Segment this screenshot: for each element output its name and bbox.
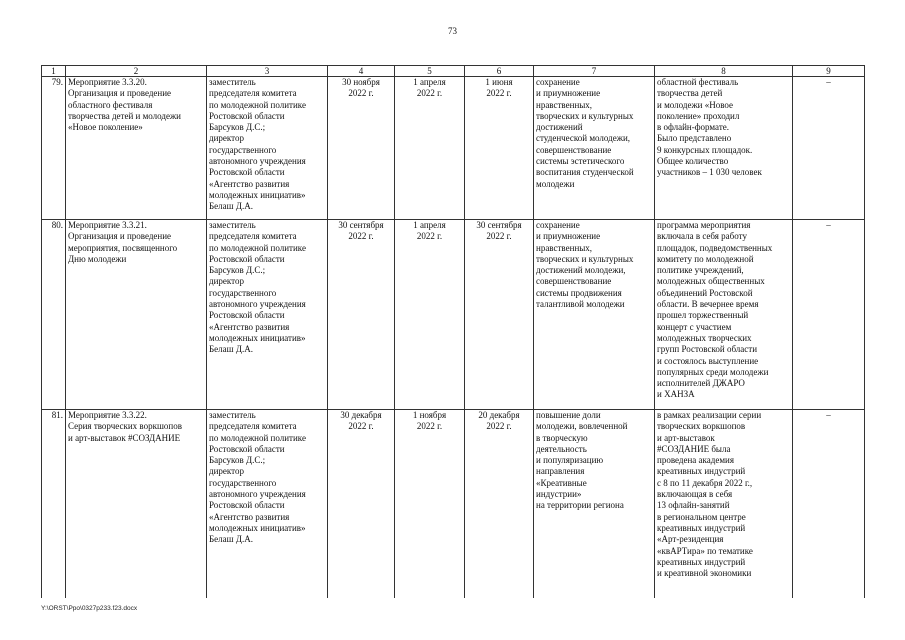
cell-line: автономного учреждения [209, 489, 306, 500]
expected-result-cell [534, 77, 655, 220]
cell-line: программа мероприятия [657, 220, 751, 230]
page-number: 73 [448, 26, 457, 36]
cell-line: креативных индустрий [657, 556, 746, 567]
cell-line: проведена академия [657, 455, 734, 466]
table-header-row [42, 66, 865, 77]
cell-line: «Новое поколение» [68, 122, 143, 133]
cell-line: Организация и проведение [68, 231, 172, 242]
cell-line: по молодежной политике [209, 242, 306, 253]
cell-line: Мероприятие 3.3.20. [68, 77, 147, 87]
cell-line: нравственных, [536, 242, 593, 253]
cell-line: Ростовской области [209, 253, 285, 264]
cell-line: и приумножение [536, 231, 601, 242]
cell-line: 2022 г. [416, 88, 443, 99]
header-cell-7: 7 [534, 66, 655, 77]
cell-line: 30 сентября [476, 220, 522, 230]
table-row [42, 410, 865, 599]
cell-line: творческих воркшопов [657, 421, 746, 432]
cell-line: молодежных творческих [657, 332, 752, 343]
cell-line: «Агентство развития [209, 178, 290, 189]
report-table [41, 65, 865, 598]
cell-line: Ростовской области [209, 110, 285, 121]
cell-line: Ростовской области [209, 500, 285, 511]
cell-line: «Агентство развития [209, 511, 290, 522]
cell-line: 1 апреля [413, 77, 446, 87]
cell-line: Белаш Д.А. [209, 534, 253, 545]
cell-line: директор [209, 466, 244, 477]
cell-line: Дню молодежи [68, 253, 127, 264]
responsible-cell [207, 220, 328, 410]
actual-result-cell [655, 77, 793, 220]
cell-line: 2022 г. [416, 421, 443, 432]
event-cell [66, 77, 207, 220]
cell-line: молодежных инициатив» [209, 522, 306, 533]
cell-line: областной фестиваль [657, 77, 739, 87]
cell-line: мероприятия, посвященного [68, 242, 178, 253]
cell-line: поколение» проходил [657, 110, 740, 121]
cell-line: сохранение [536, 77, 580, 87]
cell-line: талантливой молодежи [536, 299, 625, 310]
cell-line: комитету по молодежной [657, 253, 754, 264]
cell-line: автономного учреждения [209, 299, 306, 310]
cell-line: включала в себя работу [657, 231, 747, 242]
cell-line: Серия творческих воркшопов [68, 421, 182, 432]
cell-line: 2022 г. [486, 88, 512, 99]
planned-date-cell [328, 77, 395, 220]
cell-line: в творческую [536, 432, 588, 443]
header-cell-3: 3 [207, 66, 328, 77]
cell-line: государственного [209, 287, 277, 298]
cell-line: 13 офлайн-занятий [657, 500, 730, 511]
cell-line: с 8 по 11 декабря 2022 г., [657, 477, 753, 488]
cell-line: Организация и проведение [68, 88, 172, 99]
planned-date-cell [328, 220, 395, 410]
cell-line: творчества детей и молодежи [68, 110, 181, 121]
expected-result-cell [534, 410, 655, 599]
cell-line: государственного [209, 477, 277, 488]
report-table-body [42, 66, 865, 599]
cell-line: сохранение [536, 220, 580, 230]
end-date-cell [465, 410, 534, 599]
cell-line: 1 июня [485, 77, 513, 87]
cell-line: заместитель [209, 410, 256, 420]
cell-line: популярных среди молодежи [657, 366, 769, 377]
header-cell-9: 9 [793, 66, 865, 77]
cell-line: Белаш Д.А. [209, 201, 253, 212]
cell-line: Общее количество [657, 156, 729, 167]
cell-line: Ростовской области [209, 310, 285, 321]
cell-line: площадок, подведомственных [657, 242, 773, 253]
cell-line: Барсуков Д.С.; [209, 122, 266, 133]
cell-line: направления [536, 466, 585, 477]
cell-line: «Агентство развития [209, 321, 290, 332]
cell-line: объединений Ростовской [657, 287, 753, 298]
cell-line: молодежи, вовлеченной [536, 421, 628, 432]
row-number: 81. [42, 410, 66, 599]
start-date-cell [395, 220, 465, 410]
cell-line: 2022 г. [348, 231, 374, 242]
cell-line: Ростовской области [209, 167, 285, 178]
header-cell-8: 8 [655, 66, 793, 77]
header-cell-4: 4 [328, 66, 395, 77]
cell-line: и молодежи «Новое [657, 99, 734, 110]
cell-line: совершенствование [536, 276, 612, 287]
cell-line: в офлайн-формате. [657, 122, 729, 133]
cell-line: прошел торжественный [657, 310, 749, 321]
cell-line: заместитель [209, 220, 256, 230]
cell-line: системы продвижения [536, 287, 622, 298]
end-date-cell [465, 77, 534, 220]
cell-line: молодежи [536, 178, 575, 189]
cell-line: 2022 г. [416, 231, 443, 242]
cell-line: 1 ноября [412, 410, 447, 420]
cell-line: автономного учреждения [209, 156, 306, 167]
cell-line: Ростовской области [209, 443, 285, 454]
end-date-cell [465, 220, 534, 410]
cell-line: 30 ноября [342, 77, 380, 87]
header-cell-1: 1 [42, 66, 66, 77]
note-cell: – [793, 77, 865, 220]
cell-line: 30 декабря [340, 410, 382, 420]
cell-line: участников – 1 030 человек [657, 167, 762, 178]
cell-line: и арт-выставок [657, 432, 715, 443]
cell-line: Мероприятие 3.3.22. [68, 410, 147, 420]
cell-line: председателя комитета [209, 421, 297, 432]
expected-result-cell [534, 220, 655, 410]
cell-line: воспитания студенческой [536, 167, 634, 178]
cell-line: системы эстетического [536, 156, 625, 167]
cell-line: «квАРТира» по тематике [657, 545, 753, 556]
start-date-cell [395, 77, 465, 220]
row-number: 80. [42, 220, 66, 410]
cell-line: 2022 г. [486, 421, 512, 432]
cell-line: по молодежной политике [209, 99, 306, 110]
cell-line: деятельность [536, 443, 587, 454]
table-row [42, 77, 865, 220]
cell-line: концерт с участием [657, 321, 732, 332]
header-cell-2: 2 [66, 66, 207, 77]
header-cell-5: 5 [395, 66, 465, 77]
cell-line: молодежных инициатив» [209, 332, 306, 343]
table-row [42, 220, 865, 410]
cell-line: и состоялось выступление [657, 355, 759, 366]
cell-line: #СОЗДАНИЕ была [657, 443, 731, 454]
cell-line: и популяризацию [536, 455, 604, 466]
cell-line: «Креативные [536, 477, 587, 488]
cell-line: достижений молодежи, [536, 265, 626, 276]
cell-line: включающая в себя [657, 489, 733, 500]
start-date-cell [395, 410, 465, 599]
cell-line: Барсуков Д.С.; [209, 265, 266, 276]
cell-line: молодежных инициатив» [209, 189, 306, 200]
cell-line: «Арт-резиденция [657, 534, 724, 545]
cell-line: 2022 г. [348, 88, 374, 99]
planned-date-cell [328, 410, 395, 599]
actual-result-cell [655, 220, 793, 410]
cell-line: Барсуков Д.С.; [209, 455, 266, 466]
cell-line: директор [209, 133, 244, 144]
cell-line: по молодежной политике [209, 432, 306, 443]
cell-line: и приумножение [536, 88, 601, 99]
cell-line: председателя комитета [209, 88, 297, 99]
cell-line: политике учреждений, [657, 265, 744, 276]
responsible-cell [207, 410, 328, 599]
cell-line: исполнителей ДЖАРО [657, 378, 745, 389]
event-cell [66, 410, 207, 599]
note-cell: – [793, 220, 865, 410]
cell-line: в рамках реализации серии [657, 410, 762, 420]
cell-line: Белаш Д.А. [209, 344, 253, 355]
cell-line: 20 декабря [478, 410, 520, 420]
cell-line: директор [209, 276, 244, 287]
event-cell [66, 220, 207, 410]
row-number: 79. [42, 77, 66, 220]
cell-line: 1 апреля [413, 220, 446, 230]
cell-line: 9 конкурсных площадок. [657, 144, 753, 155]
cell-line: молодежных общественных [657, 276, 765, 287]
responsible-cell [207, 77, 328, 220]
cell-line: творческих и культурных [536, 110, 634, 121]
cell-line: Мероприятие 3.3.21. [68, 220, 147, 230]
cell-line: заместитель [209, 77, 256, 87]
cell-line: креативных индустрий [657, 466, 746, 477]
cell-line: достижений [536, 122, 583, 133]
note-cell: – [793, 410, 865, 599]
cell-line: председателя комитета [209, 231, 297, 242]
cell-line: области. В вечернее время [657, 299, 759, 310]
cell-line: 30 сентября [338, 220, 384, 230]
cell-line: индустрии» [536, 489, 582, 500]
cell-line: студенческой молодежи, [536, 133, 631, 144]
actual-result-cell [655, 410, 793, 599]
cell-line: 2022 г. [348, 421, 374, 432]
file-path-footer: Y:\ORST\Ppo\0327p233.f23.docx [41, 605, 138, 612]
header-cell-6: 6 [465, 66, 534, 77]
cell-line: креативных индустрий [657, 522, 746, 533]
cell-line: на территории региона [536, 500, 624, 511]
cell-line: Было представлено [657, 133, 732, 144]
cell-line: творчества детей [657, 88, 723, 99]
cell-line: групп Ростовской области [657, 344, 758, 355]
cell-line: творческих и культурных [536, 253, 634, 264]
cell-line: государственного [209, 144, 277, 155]
cell-line: и арт-выставок #СОЗДАНИЕ [68, 432, 181, 443]
cell-line: областного фестиваля [68, 99, 153, 110]
cell-line: в региональном центре [657, 511, 746, 522]
cell-line: совершенствование [536, 144, 612, 155]
cell-line: и креативной экономики [657, 568, 752, 579]
cell-line: повышение доли [536, 410, 601, 420]
cell-line: нравственных, [536, 99, 593, 110]
cell-line: и ХАНЗА [657, 389, 695, 400]
cell-line: 2022 г. [486, 231, 512, 242]
